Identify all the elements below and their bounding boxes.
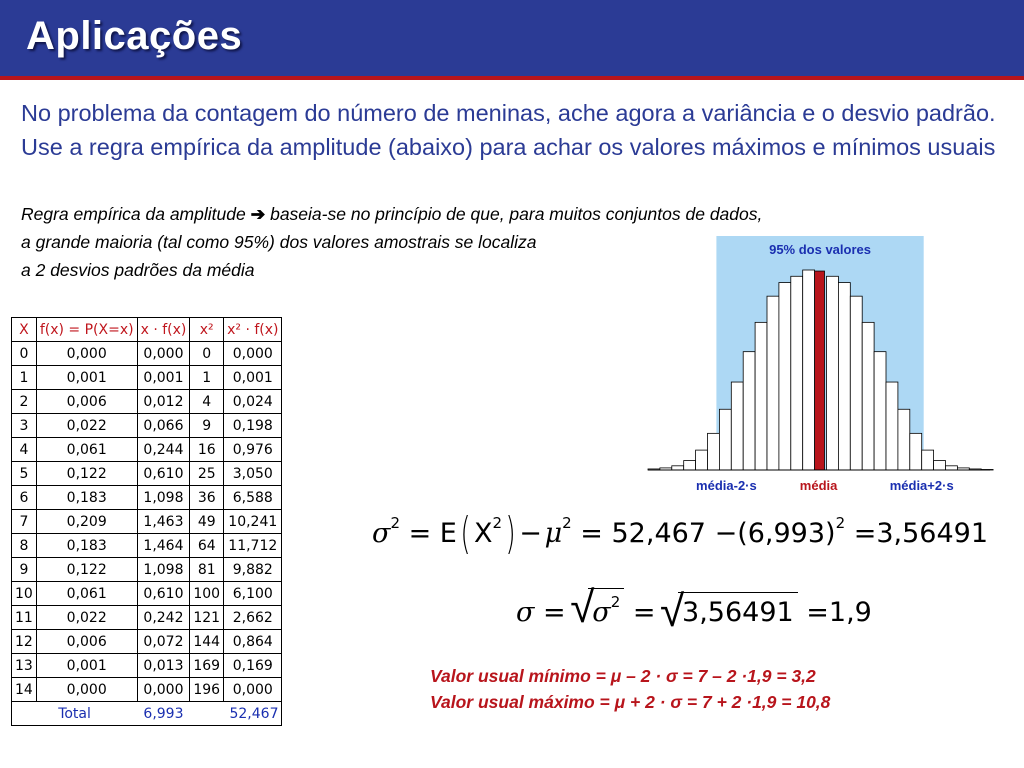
histogram-bar bbox=[850, 296, 862, 470]
table-cell: 0,000 bbox=[137, 678, 190, 702]
variance-result: 3,56491 bbox=[876, 518, 988, 549]
table-cell: 3 bbox=[12, 414, 37, 438]
table-cell: 0,012 bbox=[137, 390, 190, 414]
table-cell: 0,864 bbox=[224, 630, 282, 654]
table-cell: 121 bbox=[190, 606, 224, 630]
table-cell: 11,712 bbox=[224, 534, 282, 558]
histogram-bar bbox=[946, 466, 958, 470]
table-cell: 0,122 bbox=[36, 462, 137, 486]
table-cell: 0,169 bbox=[224, 654, 282, 678]
table-cell: 0,013 bbox=[137, 654, 190, 678]
table-cell: 0,072 bbox=[137, 630, 190, 654]
table-row bbox=[12, 414, 282, 438]
table-header-cell: x² bbox=[190, 318, 224, 342]
table-header-cell: x² · f(x) bbox=[224, 318, 282, 342]
table-cell: 0,001 bbox=[137, 366, 190, 390]
mu-symbol: μ bbox=[544, 518, 563, 549]
table-cell: 6,588 bbox=[224, 486, 282, 510]
histogram-bar bbox=[719, 409, 731, 470]
table-cell: 36 bbox=[190, 486, 224, 510]
table-cell: 1,463 bbox=[137, 510, 190, 534]
table-row bbox=[12, 366, 282, 390]
table-cell: 0,024 bbox=[224, 390, 282, 414]
table-cell: 2,662 bbox=[224, 606, 282, 630]
axis-label: média-2·s bbox=[696, 478, 757, 493]
table-cell: 0,066 bbox=[137, 414, 190, 438]
table-cell: 8 bbox=[12, 534, 37, 558]
histogram-bar bbox=[827, 276, 839, 470]
table-cell: 0,000 bbox=[36, 678, 137, 702]
histogram-bar bbox=[815, 271, 825, 470]
table-cell: 0,061 bbox=[36, 438, 137, 462]
table-cell: 10 bbox=[12, 582, 37, 606]
total-sum-x2fx: 52,467 bbox=[229, 705, 279, 722]
table-cell: 100 bbox=[190, 582, 224, 606]
table-cell: 0,183 bbox=[36, 486, 137, 510]
rule-part2: baseia-se no princípio de que, para muitos conjuntos de dados, bbox=[265, 204, 763, 224]
histogram-chart bbox=[640, 232, 1000, 502]
table-total-row bbox=[12, 702, 282, 726]
table-cell: 49 bbox=[190, 510, 224, 534]
table-cell: 0,242 bbox=[137, 606, 190, 630]
intro-paragraph: No problema da contagem do número de meninas, ache agora a variância e o desvio padrão. Use a regra empírica da amplitude (abaixo) para achar os valores máximos e mínimos usuais bbox=[21, 100, 996, 160]
histogram-bar bbox=[922, 450, 934, 470]
table-row bbox=[12, 342, 282, 366]
table-cell: 3,050 bbox=[224, 462, 282, 486]
sigma-symbol: σ bbox=[372, 518, 391, 549]
table-row bbox=[12, 534, 282, 558]
table-cell: 0,183 bbox=[36, 534, 137, 558]
histogram-bar bbox=[898, 409, 910, 470]
table-cell: 2 bbox=[12, 390, 37, 414]
histogram-bar bbox=[874, 352, 886, 470]
total-label: Total bbox=[58, 705, 91, 722]
table-cell: 196 bbox=[190, 678, 224, 702]
table-cell: 0,006 bbox=[36, 390, 137, 414]
table-cell: 0,001 bbox=[36, 366, 137, 390]
table-cell: 13 bbox=[12, 654, 37, 678]
table-row bbox=[12, 654, 282, 678]
table-cell: 0,209 bbox=[36, 510, 137, 534]
table-cell: 1,098 bbox=[137, 558, 190, 582]
variance-value1: 52,467 bbox=[611, 518, 706, 549]
histogram-bar bbox=[910, 433, 922, 470]
total-sum-xfx: 6,993 bbox=[143, 705, 184, 722]
title-underline bbox=[0, 76, 1024, 80]
table-cell: 0,976 bbox=[224, 438, 282, 462]
stddev-formula: σ = √ $\sigma^2$ = √ 3,56491 =1,9 bbox=[516, 582, 872, 637]
table-cell: 4 bbox=[190, 390, 224, 414]
histogram-bar bbox=[672, 466, 684, 470]
histogram-svg bbox=[640, 232, 1000, 502]
table-cell: 0,001 bbox=[36, 654, 137, 678]
table-row bbox=[12, 486, 282, 510]
table-cell: 5 bbox=[12, 462, 37, 486]
table-cell: 0,000 bbox=[137, 342, 190, 366]
frequency-table bbox=[11, 317, 282, 726]
slide-title: Aplicações bbox=[26, 14, 243, 58]
table-cell: 81 bbox=[190, 558, 224, 582]
axis-label: média bbox=[799, 478, 838, 493]
table-cell: 64 bbox=[190, 534, 224, 558]
histogram-bar bbox=[838, 283, 850, 470]
rule-line3: a 2 desvios padrões da média bbox=[21, 260, 255, 280]
table-cell: 0,122 bbox=[36, 558, 137, 582]
table-cell: 0,610 bbox=[137, 582, 190, 606]
table-row bbox=[12, 630, 282, 654]
table-cell: 4 bbox=[12, 438, 37, 462]
histogram-bar bbox=[743, 352, 755, 470]
table-cell: 7 bbox=[12, 510, 37, 534]
table-cell: 0,000 bbox=[224, 678, 282, 702]
table-cell: 1,464 bbox=[137, 534, 190, 558]
table-cell: 0,022 bbox=[36, 414, 137, 438]
histogram-bar bbox=[779, 283, 791, 470]
table-cell: 0,000 bbox=[36, 342, 137, 366]
histogram-bar bbox=[803, 270, 815, 470]
table-header-row bbox=[12, 318, 282, 342]
table-header-cell: X bbox=[12, 318, 37, 342]
variance-formula: $\sigma^2 = E$( $X^2$) − $\mu^2 = 52,467 -(6,993)^2 =3,56491$ bbox=[372, 508, 988, 559]
table-cell: 12 bbox=[12, 630, 37, 654]
rule-line2: a grande maioria (tal como 95%) dos valores amostrais se localiza bbox=[21, 232, 537, 252]
table-row bbox=[12, 558, 282, 582]
usual-minimum: Valor usual mínimo = μ – 2 · σ = 7 – 2 ·1,9 = 3,2 bbox=[430, 666, 816, 686]
stddev-result: 1,9 bbox=[828, 597, 872, 628]
axis-label: média+2·s bbox=[889, 478, 954, 493]
table-cell: 6,100 bbox=[224, 582, 282, 606]
rule-part1: Regra empírica da amplitude bbox=[21, 204, 251, 224]
histogram-bar bbox=[862, 322, 874, 470]
table-row bbox=[12, 678, 282, 702]
histogram-bar bbox=[934, 461, 946, 470]
usual-maximum: Valor usual máximo = μ + 2 · σ = 7 + 2 ·1,9 = 10,8 bbox=[430, 692, 831, 712]
table-cell: 169 bbox=[190, 654, 224, 678]
table-row bbox=[12, 510, 282, 534]
table-cell: 0,610 bbox=[137, 462, 190, 486]
table-cell: 0,198 bbox=[224, 414, 282, 438]
table-cell: 144 bbox=[190, 630, 224, 654]
histogram-bar bbox=[684, 461, 696, 470]
histogram-bar bbox=[755, 322, 767, 470]
table-row bbox=[12, 438, 282, 462]
title-bar bbox=[0, 0, 1024, 80]
histogram-bar bbox=[886, 382, 898, 470]
histogram-bar bbox=[708, 433, 720, 470]
stddev-radicand: 3,56491 bbox=[678, 592, 798, 628]
table-header-cell: f(x) = P(X=x) bbox=[36, 318, 137, 342]
table-cell: 1,098 bbox=[137, 486, 190, 510]
table-row bbox=[12, 582, 282, 606]
table-cell: 1 bbox=[12, 366, 37, 390]
chart-title: 95% dos valores bbox=[769, 242, 871, 257]
table-cell: 0,000 bbox=[224, 342, 282, 366]
table-row bbox=[12, 462, 282, 486]
arrow-icon: ➔ bbox=[250, 204, 266, 224]
table-cell: 0,244 bbox=[137, 438, 190, 462]
table-cell: 0,001 bbox=[224, 366, 282, 390]
table-cell: 6 bbox=[12, 486, 37, 510]
table-cell: 9 bbox=[12, 558, 37, 582]
mean-squared-term: (6,993) bbox=[737, 518, 836, 549]
table-cell: 0,022 bbox=[36, 606, 137, 630]
table-cell: 9 bbox=[190, 414, 224, 438]
table-cell: 11 bbox=[12, 606, 37, 630]
table-cell: 0 bbox=[12, 342, 37, 366]
table-cell: 0,006 bbox=[36, 630, 137, 654]
table-header-cell: x · f(x) bbox=[137, 318, 190, 342]
table-cell: 14 bbox=[12, 678, 37, 702]
table-row bbox=[12, 606, 282, 630]
table-cell: 25 bbox=[190, 462, 224, 486]
table-cell: 9,882 bbox=[224, 558, 282, 582]
table-cell: 16 bbox=[190, 438, 224, 462]
histogram-bar bbox=[696, 450, 708, 470]
histogram-bar bbox=[767, 296, 779, 470]
table-cell: 1 bbox=[190, 366, 224, 390]
histogram-bar bbox=[791, 276, 803, 470]
table-row bbox=[12, 390, 282, 414]
table-cell: 0,061 bbox=[36, 582, 137, 606]
table-cell: 0 bbox=[190, 342, 224, 366]
table-cell: 10,241 bbox=[224, 510, 282, 534]
histogram-bar bbox=[731, 382, 743, 470]
